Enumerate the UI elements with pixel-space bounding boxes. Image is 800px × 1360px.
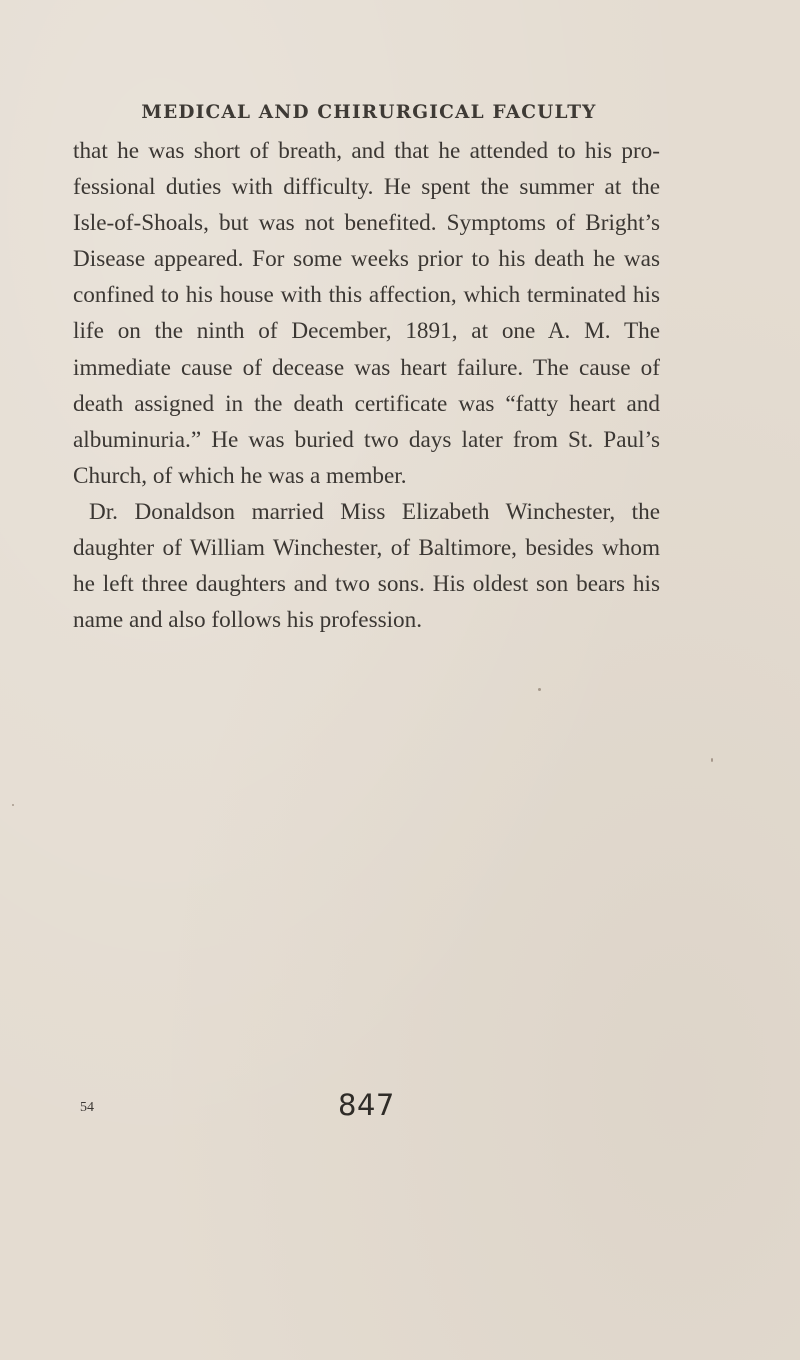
running-head: MEDICAL AND CHIRURGICAL FACULTY [141, 102, 597, 123]
signature-mark: 54 [80, 1100, 94, 1115]
paragraph-1: that he was short of breath, and that he attended to his pro- fessional duties with difficulty. He spent the summer at the Isle-of-Shoals, but was not benefited. Symptoms of Bright’s Disease appeared. For some weeks prior to his death he was confined to his house with this affection, which terminated his life on the ninth of December, 1891, at one A. M. The immediate cause of decease was heart failure. The cause of death assigned in the death certificate was “fatty heart and albuminuria.” He was buried two days later from St. Paul’s Church, of which he was a member. [73, 138, 660, 489]
body-text [73, 133, 660, 638]
paragraph-2: Dr. Donaldson married Miss Elizabeth Winchester, the daughter of William Winchester, of Baltimore, besides whom he left three daughters and two sons. His oldest son bears his name and also follows his profession. [73, 498, 660, 634]
paper-speck [538, 688, 541, 691]
paper-speck [12, 804, 14, 806]
paper-speck [711, 758, 713, 762]
page-number: 847 [338, 1088, 395, 1122]
